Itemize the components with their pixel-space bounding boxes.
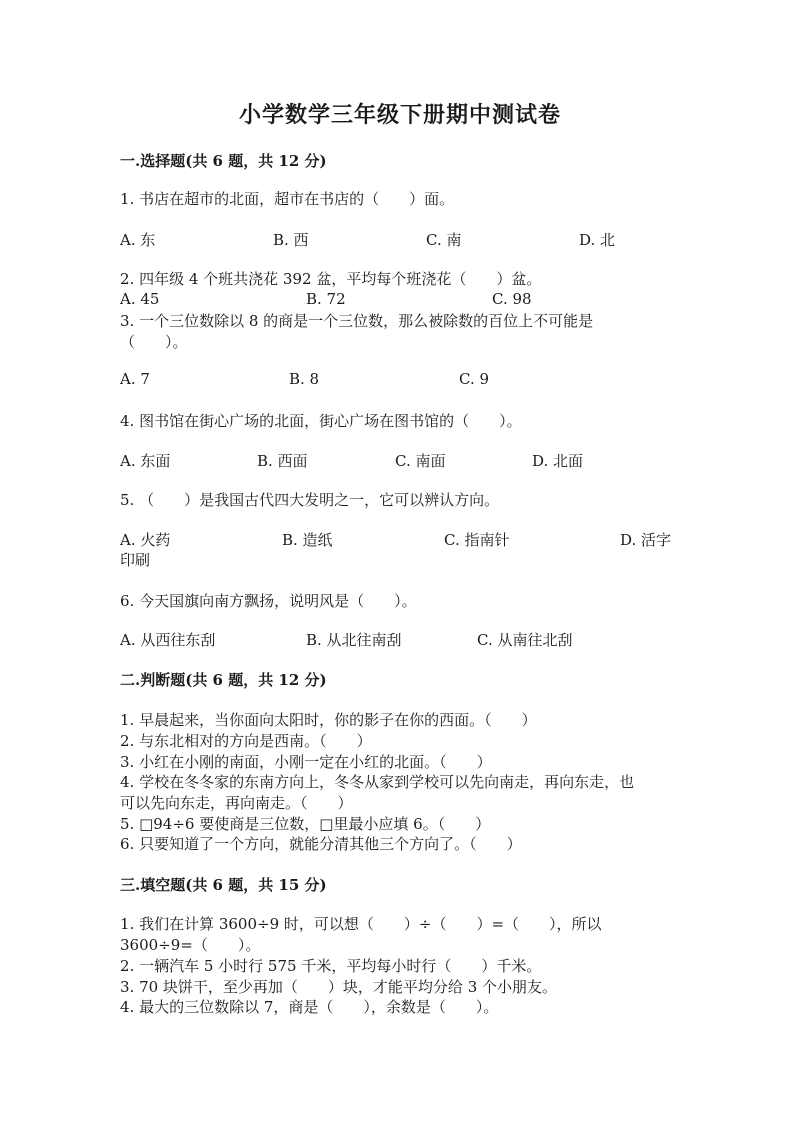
question-4-option-a: A. 东面 (120, 452, 171, 470)
question-6-option-a: A. 从西往东刮 (120, 631, 216, 649)
question-6-option-b: B. 从北往南刮 (306, 631, 402, 649)
fill-item-2: 2. 一辆汽车 5 小时行 575 千米，平均每小时行（ ）千米。 (120, 957, 542, 975)
question-5-stem: 5. （ ）是我国古代四大发明之一，它可以辨认方向。 (120, 491, 500, 509)
question-3-stem-line-1: 3. 一个三位数除以 8 的商是一个三位数，那么被除数的百位上不可能是 (120, 312, 594, 330)
question-6-stem: 6. 今天国旗向南方飘扬，说明风是（ ）。 (120, 592, 417, 610)
fill-item-1-line-1: 1. 我们在计算 3600÷9 时，可以想（ ）÷（ ）=（ ），所以 (120, 915, 602, 933)
question-2-option-c: C. 98 (492, 290, 532, 308)
fill-item-1-line-2: 3600÷9=（ ）。 (120, 936, 261, 954)
question-1-option-a: A. 东 (120, 231, 156, 249)
judge-item-3: 3. 小红在小刚的南面，小刚一定在小红的北面。（ ） (120, 753, 492, 771)
question-5-option-d-continued: 印刷 (120, 551, 151, 569)
judge-item-1: 1. 早晨起来，当你面向太阳时，你的影子在你的西面。（ ） (120, 711, 537, 729)
judge-item-4-line-1: 4. 学校在冬冬家的东南方向上，冬冬从家到学校可以先向南走，再向东走，也 (120, 773, 635, 791)
question-4-option-b: B. 西面 (257, 452, 308, 470)
question-4-option-d: D. 北面 (532, 452, 584, 470)
question-2-option-a: A. 45 (120, 290, 160, 308)
question-3-stem-line-2: （ ）。 (120, 333, 188, 351)
question-3-option-a: A. 7 (120, 370, 150, 388)
question-4-option-c: C. 南面 (395, 452, 446, 470)
question-3-option-b: B. 8 (289, 370, 320, 388)
judge-item-4-line-2: 可以先向东走，再向南走。（ ） (120, 794, 353, 812)
question-5-option-a: A. 火药 (120, 531, 171, 549)
question-5-option-b: B. 造纸 (282, 531, 333, 549)
page-title: 小学数学三年级下册期中测试卷 (238, 102, 561, 128)
question-5-option-c: C. 指南针 (444, 531, 510, 549)
question-2-stem: 2. 四年级 4 个班共浇花 392 盆，平均每个班浇花（ ）盆。 (120, 270, 542, 288)
section-heading-choice: 一.选择题(共 6 题，共 12 分) (120, 152, 327, 170)
judge-item-6: 6. 只要知道了一个方向，就能分清其他三个方向了。（ ） (120, 835, 522, 853)
question-3-option-c: C. 9 (459, 370, 490, 388)
question-1-option-b: B. 西 (273, 231, 309, 249)
question-6-option-c: C. 从南往北刮 (477, 631, 573, 649)
question-2-option-b: B. 72 (306, 290, 346, 308)
question-5-option-d: D. 活字 (620, 531, 672, 549)
question-1-option-c: C. 南 (426, 231, 462, 249)
fill-item-4: 4. 最大的三位数除以 7，商是（ ），余数是（ ）。 (120, 998, 499, 1016)
judge-item-5: 5. □94÷6 要使商是三位数，□里最小应填 6。（ ） (120, 815, 491, 833)
section-heading-true-false: 二.判断题(共 6 题，共 12 分) (120, 671, 327, 689)
question-4-stem: 4. 图书馆在街心广场的北面，街心广场在图书馆的（ ）。 (120, 412, 522, 430)
question-1-stem: 1. 书店在超市的北面，超市在书店的（ ）面。 (120, 190, 455, 208)
section-heading-fill-blank: 三.填空题(共 6 题，共 15 分) (120, 876, 327, 894)
fill-item-3: 3. 70 块饼干，至少再加（ ）块，才能平均分给 3 个小朋友。 (120, 978, 558, 996)
judge-item-2: 2. 与东北相对的方向是西南。（ ） (120, 732, 372, 750)
question-1-option-d: D. 北 (579, 231, 616, 249)
